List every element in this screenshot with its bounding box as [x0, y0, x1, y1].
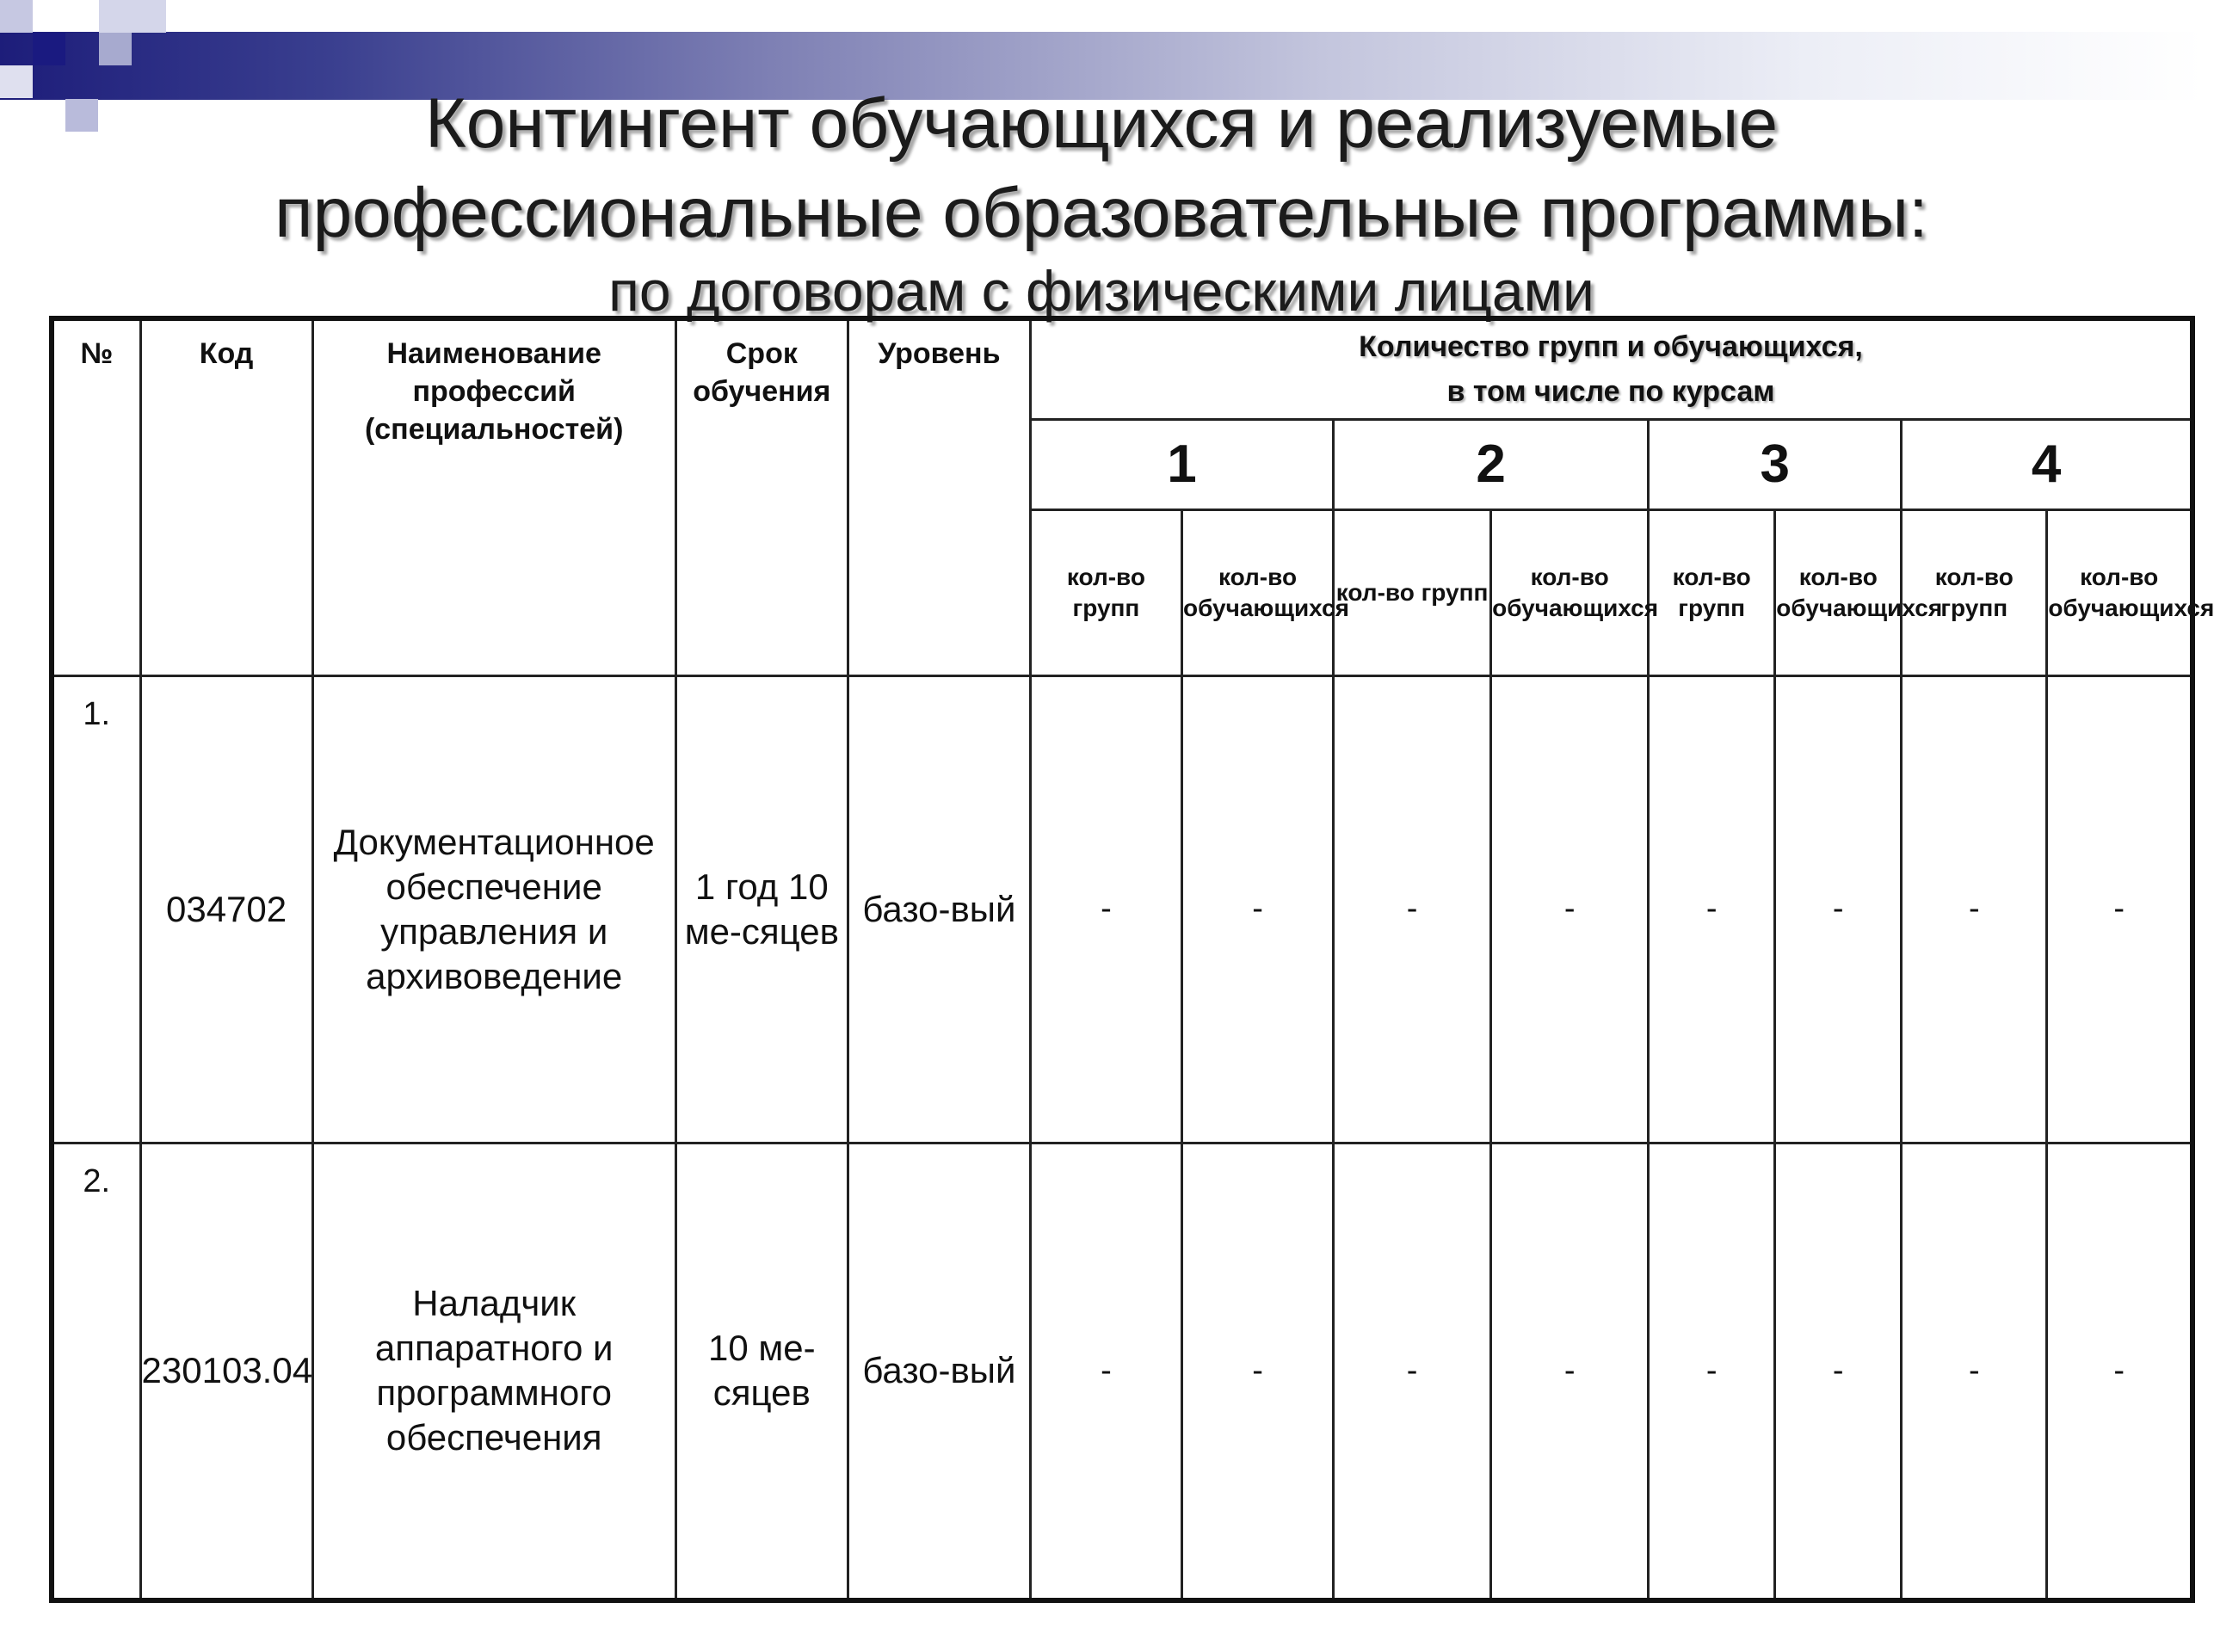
row-level: базо-вый [848, 1143, 1030, 1600]
row-name: Наладчик аппаратного и программного обеспечения [312, 1143, 675, 1600]
row-level: базо-вый [848, 675, 1030, 1143]
course-1-groups-header: кол-во групп [1030, 509, 1181, 675]
row-num: 1. [52, 675, 140, 1143]
row-c1-students: - [1181, 675, 1333, 1143]
row-num: 2. [52, 1143, 140, 1600]
row-c1-students: - [1181, 1143, 1333, 1600]
header-groups [1030, 318, 2192, 419]
row-c3-groups: - [1649, 675, 1775, 1143]
course-3-students-header: кол-во обучающихся [1775, 509, 1902, 675]
slide-subtitle: по договорам с физическими лицами [608, 259, 1594, 323]
header-level: Уровень [848, 318, 1030, 675]
row-term: 10 ме-сяцев [675, 1143, 848, 1600]
row-c2-groups: - [1334, 1143, 1491, 1600]
contingent-table [49, 316, 2214, 1603]
header-groups-line-2: в том числе по курсам [1446, 375, 1775, 409]
course-1-students-header: кол-во обучающихся [1181, 509, 1333, 675]
course-2-groups-header: кол-во групп [1334, 509, 1491, 675]
course-2-header: 2 [1334, 419, 1649, 509]
row-c3-students: - [1775, 1143, 1902, 1600]
row-c4-students: - [2047, 675, 2192, 1143]
logo-square-dark [33, 33, 65, 65]
row-name: Документационное обеспечение управления и архивоведение [312, 675, 675, 1143]
row-c4-groups: - [1902, 675, 2047, 1143]
row-c2-students: - [1491, 1143, 1649, 1600]
course-1-header: 1 [1030, 419, 1333, 509]
header-code: Код [140, 318, 312, 675]
table-row [52, 1143, 2192, 1600]
logo-square-mid [99, 33, 132, 65]
row-c2-students: - [1491, 675, 1649, 1143]
row-c4-groups: - [1902, 1143, 2047, 1600]
course-4-header: 4 [1902, 419, 2192, 509]
course-4-groups-header: кол-во групп [1902, 509, 2047, 675]
row-c2-groups: - [1334, 675, 1491, 1143]
row-code: 230103.04 [140, 1143, 312, 1600]
table-row [52, 675, 2192, 1143]
row-term: 1 год 10 ме-сяцев [675, 675, 848, 1143]
logo-square-light-2 [99, 0, 166, 33]
row-c1-groups: - [1030, 675, 1181, 1143]
header-row-1 [52, 318, 2192, 419]
header-term: Срок обучения [675, 318, 848, 675]
course-3-header: 3 [1649, 419, 1902, 509]
course-2-students-header: кол-во обучающихся [1491, 509, 1649, 675]
row-c1-groups: - [1030, 1143, 1181, 1600]
row-c3-students: - [1775, 675, 1902, 1143]
row-c3-groups: - [1649, 1143, 1775, 1600]
row-code: 034702 [140, 675, 312, 1143]
header-name: Наименование профессий (специальностей) [312, 318, 675, 675]
header-groups-line-1: Количество групп и обучающихся, [1359, 330, 1863, 364]
course-3-groups-header: кол-во групп [1649, 509, 1775, 675]
slide-title-line-2: профессиональные образовательные программы: [274, 174, 1928, 252]
header-num: № [52, 318, 140, 675]
course-4-students-header: кол-во обучающихся [2047, 509, 2192, 675]
slide-title-line-1: Контингент обучающихся и реализуемые [424, 84, 1779, 163]
row-c4-students: - [2047, 1143, 2192, 1600]
logo-square-light-1 [0, 0, 33, 33]
